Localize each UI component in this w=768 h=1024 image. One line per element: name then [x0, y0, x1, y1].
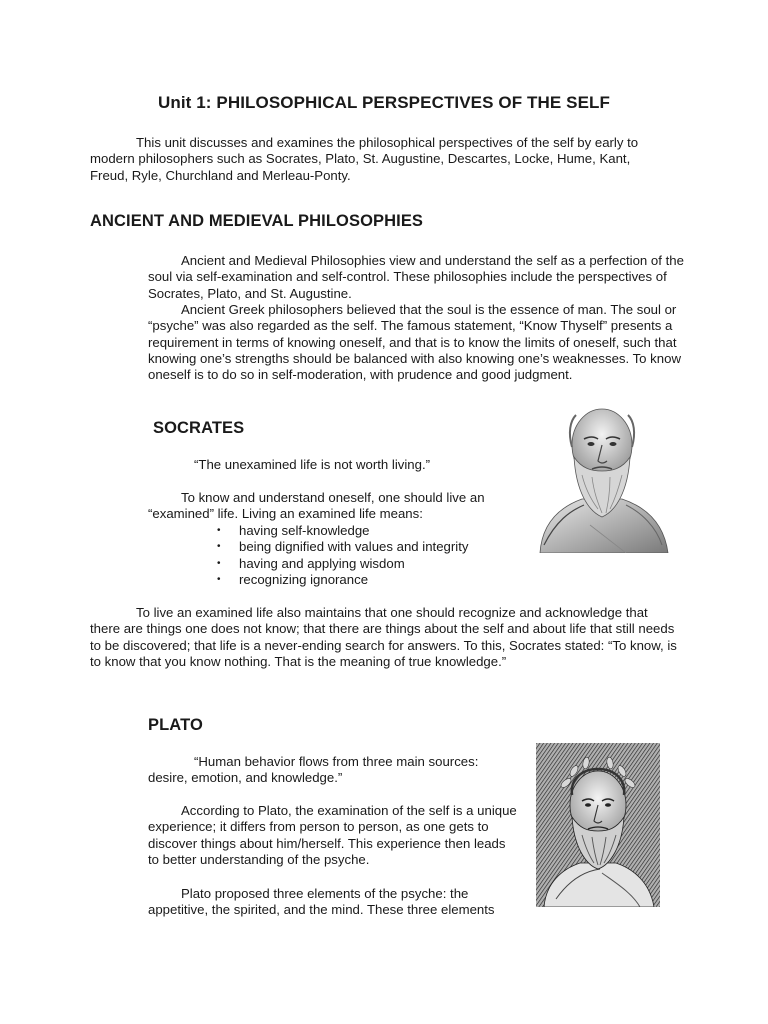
list-item-text: being dignified with values and integrity	[239, 539, 469, 555]
plato-paragraph-1: According to Plato, the examination of the self is a unique experience; it differs from person to person, as one gets to discover things about him/herself. This experience then leads to better understanding of the psyche.	[148, 803, 517, 867]
section-heading-plato: PLATO	[148, 716, 203, 734]
socrates-paragraph-2: To live an examined life also maintains that one should recognize and acknowledge that there are things one does not know; that there are things about the self and about life that still needs to be discovered; that life is a never-ending search for answers. To this, Socrates stated: “To know, is to know that you know nothing. That is the meaning of true knowledge.”	[90, 605, 677, 669]
intro-paragraph: This unit discusses and examines the philosophical perspectives of the self by early to modern philosophers such as Socrates, Plato, St. Augustine, Descartes, Locke, Hume, Kant, Freud, Ryle, Churchland and Merleau-Ponty.	[90, 135, 639, 183]
list-item	[215, 556, 468, 572]
socrates-paragraph-1: To know and understand oneself, one should live an “examined” life. Living an examined life means:	[148, 490, 485, 522]
bullet-icon: •	[217, 525, 221, 536]
examined-life-list	[215, 523, 468, 588]
list-item-text: having and applying wisdom	[239, 555, 405, 571]
socrates-quote: “The unexamined life is not worth living.”	[194, 457, 431, 472]
bullet-icon: •	[217, 573, 221, 585]
plato-paragraph-2: Plato proposed three elements of the psyche: the appetitive, the spirited, and the mind. These three elements	[148, 886, 495, 918]
list-item-text: recognizing ignorance	[239, 571, 369, 587]
section-heading-socrates: SOCRATES	[153, 419, 245, 437]
plato-portrait-image	[536, 743, 660, 907]
section-heading-ancient: ANCIENT AND MEDIEVAL PHILOSOPHIES	[90, 212, 424, 230]
plato-quote: “Human behavior flows from three main sources: desire, emotion, and knowledge.”	[148, 754, 479, 786]
list-item-text: having self-knowledge	[239, 523, 370, 538]
list-item	[215, 523, 468, 539]
page-title: Unit 1: PHILOSOPHICAL PERSPECTIVES OF THE SELF	[157, 93, 610, 112]
list-item	[215, 539, 468, 555]
bullet-icon: •	[217, 541, 221, 553]
ancient-paragraph-1: Ancient and Medieval Philosophies view and understand the self as a perfection of the soul via self-examination and self-control. These philosophies include the perspectives of Socrates, Plato, and St. Augustine.	[148, 253, 684, 301]
list-item	[215, 572, 468, 588]
ancient-paragraph-2: Ancient Greek philosophers believed that the soul is the essence of man. The soul or “psyche” was also regarded as the self. The famous statement, “Know Thyself” presents a requirement in terms of knowing oneself, and that is to know the limits of oneself, such that knowing one’s strengths should be balanced with also knowing one’s weaknesses. To know oneself is to do so in self-moderation, with prudence and good judgment.	[148, 302, 681, 383]
socrates-portrait-image	[530, 395, 672, 553]
bullet-icon: •	[217, 557, 221, 569]
